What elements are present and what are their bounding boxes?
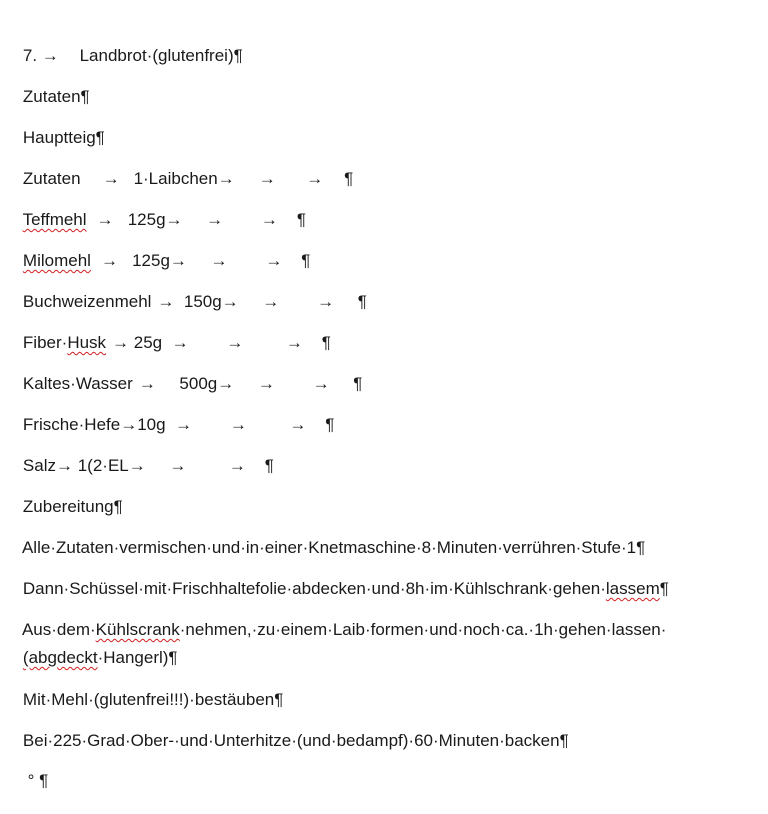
- last-line-text: ° ¶: [22, 771, 49, 790]
- ingredient-row: [4, 269, 367, 311]
- step-text: Alle·Zutaten·vermischen·und·in·einer·Knetmaschine·8·Minuten·verrühren·Stufe·1¶: [21, 538, 646, 557]
- header-label: Zutaten: [22, 169, 81, 188]
- ingredient-row: [4, 187, 306, 229]
- step-text-cont: ·nehmen,·zu·einem·Laib·formen·und·noch·ca.·1h·gehen·lassen·: [179, 620, 667, 639]
- header-arrow: →: [102, 169, 120, 188]
- ingredient-name: Frische·Hefe: [22, 415, 121, 434]
- hauptteig-title: [4, 105, 105, 147]
- step-text-end: ¶: [659, 579, 669, 598]
- step-line: [4, 515, 646, 557]
- ingredient-table-header: [4, 146, 354, 188]
- header-tail: → → ¶: [258, 169, 354, 188]
- last-line: [4, 748, 49, 790]
- step-line: [4, 708, 569, 750]
- ingredient-name: Teffmehl: [22, 210, 87, 229]
- zubereitung-title-text: Zubereitung¶: [22, 497, 123, 516]
- misspelled-word: Kühlscrank: [95, 620, 180, 639]
- ingredient-name: Buchweizenmehl: [22, 292, 152, 311]
- hauptteig-title-text: Hauptteig¶: [22, 128, 105, 147]
- step-text: Dann·Schüssel·mit·Frischhaltefolie·abdecken·und·8h·im·Kühlschrank·gehen·: [22, 579, 606, 598]
- zutaten-title-text: Zutaten¶: [22, 87, 90, 106]
- ingredient-rest: → 1(2·EL→ → → ¶: [55, 456, 274, 475]
- ingredient-name: Kaltes·Wasser: [22, 374, 133, 393]
- step-line-wrap: [4, 625, 178, 667]
- zubereitung-title: [4, 474, 123, 516]
- step-text: Bei·225·Grad·Ober-·und·Unterhitze·(und·bedampf)·60·Minuten·backen¶: [22, 731, 569, 750]
- ingredient-row: [4, 228, 311, 270]
- ingredient-rest: → 150g→ → → ¶: [157, 292, 367, 311]
- ingredient-row: [4, 351, 363, 393]
- step-line: [4, 556, 669, 598]
- recipe-heading: [4, 23, 243, 65]
- ingredient-rest: → 125g→ → → ¶: [100, 251, 311, 270]
- ingredient-name: Milomehl: [22, 251, 91, 270]
- misspelled-word: (abgdeckt: [22, 648, 98, 667]
- ingredient-name: Husk: [67, 333, 107, 352]
- ingredient-row: [4, 433, 274, 475]
- ingredient-row: [4, 310, 331, 352]
- misspelled-word: lassem: [605, 579, 660, 598]
- ingredient-name-prefix: Fiber·: [22, 333, 68, 352]
- zutaten-title: [4, 64, 90, 106]
- step-text: Mit·Mehl·(glutenfrei!!!)·bestäuben¶: [22, 690, 284, 709]
- step-text-end: ·Hangerl)¶: [97, 648, 178, 667]
- ingredient-rest: →10g → → → ¶: [120, 415, 335, 434]
- step-line: [4, 667, 284, 709]
- ingredient-row: [4, 392, 335, 434]
- heading-text: 7. → Landbrot·(glutenfrei)¶: [22, 46, 243, 65]
- ingredient-name: Salz: [22, 456, 56, 475]
- ingredient-rest: → 125g→ → → ¶: [96, 210, 306, 229]
- step-line: [4, 597, 667, 639]
- ingredient-rest: → 25g → → → ¶: [112, 333, 331, 352]
- ingredient-rest: → 500g→ → → ¶: [138, 374, 363, 393]
- header-amount: 1·Laibchen→: [133, 169, 235, 188]
- step-text: Aus·dem·: [21, 620, 96, 639]
